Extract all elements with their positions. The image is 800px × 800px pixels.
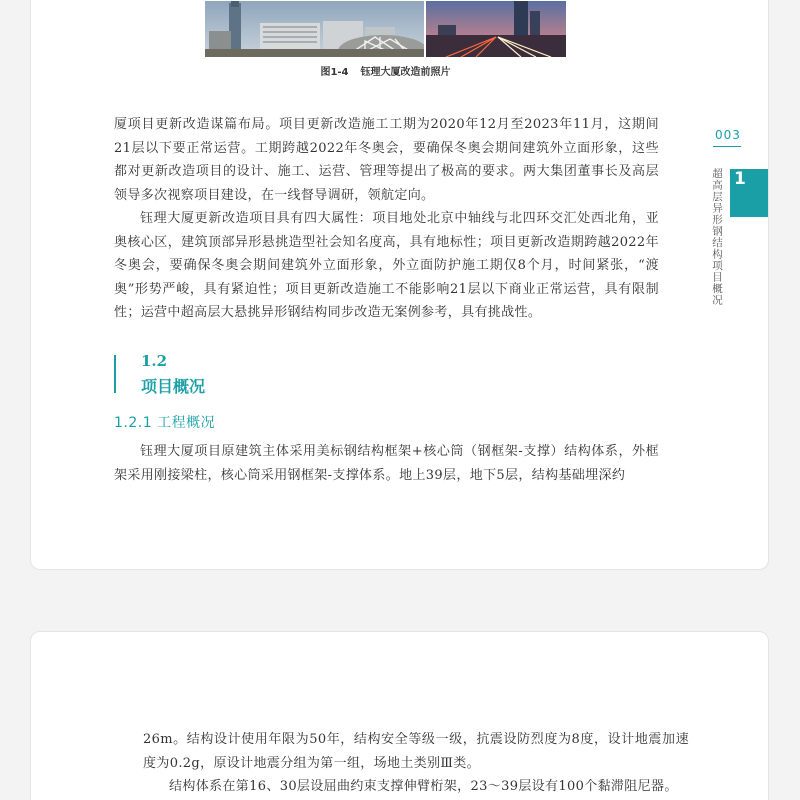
paragraph: 26m。结构设计使用年限为50年，结构安全等级一级，抗震设防烈度为8度，设计地震加速度为0.2g，原设计地震分组为第一组，场地土类别Ⅲ类。	[143, 732, 689, 771]
paragraph: 结构体系在第16、30层设屈曲约束支撑伸臂桁架，23～39层设有100个黏滞阻尼器。	[169, 779, 678, 794]
paragraph: 钰理大厦项目原建筑主体采用美标钢结构框架+核心筒（钢框架-支撑）结构体系，外框架采用刚接梁柱，核心筒采用钢框架-支撑体系。地上39层，地下5层，结构基础埋深约	[114, 444, 659, 483]
chapter-number: 1	[734, 169, 746, 189]
figure-number: 图1-4	[320, 67, 349, 78]
section-number: 1.2	[141, 352, 168, 370]
paragraph: 钰理大厦更新改造项目具有四大属性：项目地处北京中轴线与北四环交汇处西北角，亚奥核心区，建筑顶部异形悬挑造型社会知名度高，具有地标性；项目更新改造期跨越2022年冬奥会，要确保冬奥会期间建筑外立面形象，外立面防护施工期仅8个月，时间紧张，“渡奥”形势严峻，具有紧迫性；项目更新改造施工不能影响21层以下商业正常运营，具有限制性；运营中超高层大悬挑异形钢结构同步改造无案例参考，具有挑战性。	[114, 211, 659, 320]
body-text-block-3	[143, 728, 689, 799]
body-text-block-2	[114, 440, 659, 487]
page-number: 003	[715, 128, 741, 142]
figure-caption-text: 钰理大厦改造前照片	[360, 67, 451, 78]
page-004	[30, 631, 769, 800]
chapter-title-vertical: 超高层异形钢结构项目概况	[711, 168, 723, 306]
chapter-tab	[730, 169, 769, 217]
page-003	[30, 0, 769, 570]
body-text-block-1	[114, 113, 659, 325]
section-marker-bar	[114, 355, 116, 393]
page-number-rule	[713, 146, 741, 147]
section-title: 项目概况	[141, 377, 206, 396]
photo-building-before-renovation	[205, 1, 424, 57]
paragraph: 厦项目更新改造谋篇布局。项目更新改造施工工期为2020年12月至2023年11月，这期间21层以下要正常运营。工期跨越2022年冬奥会，要确保冬奥会期间建筑外立面形象，这些都对更新改造项目的设计、施工、运营、管理等提出了极高的要求。两大集团董事长及高层领导多次视察项目建设，在一线督导调研，领航定向。	[114, 117, 659, 203]
photo-night-street	[426, 1, 566, 57]
figure-caption	[31, 63, 740, 78]
subsection-title: 1.2.1 工程概况	[114, 415, 216, 431]
